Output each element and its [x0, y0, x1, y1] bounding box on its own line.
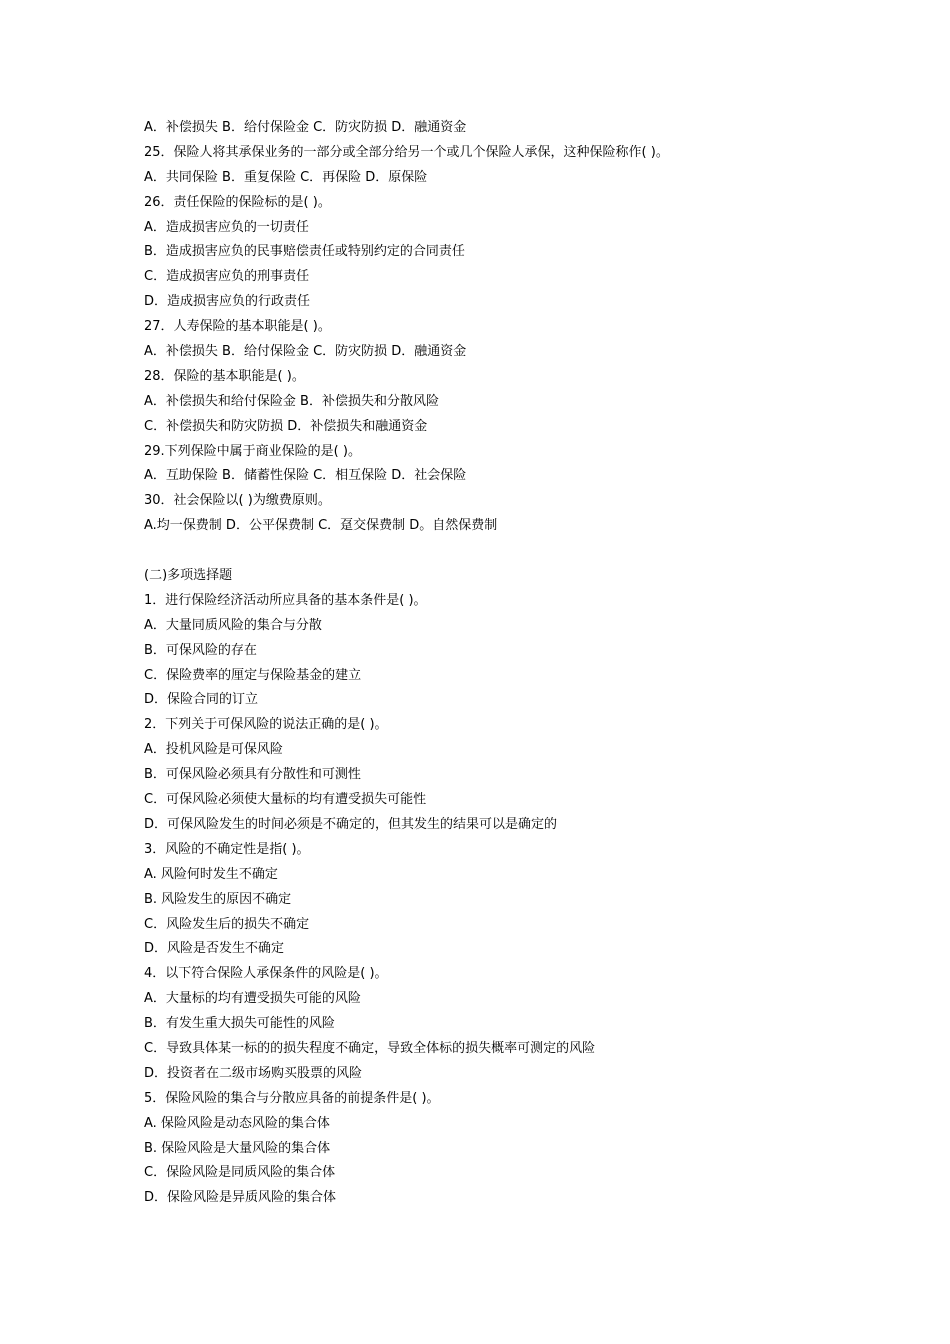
option-line: D．保险合同的订立: [144, 692, 259, 708]
multi-question-1: 1．进行保险经济活动所应具备的基本条件是( )。: [144, 592, 427, 608]
option-line: A. 风险何时发生不确定: [144, 866, 278, 882]
option-line: B. 风险发生的原因不确定: [144, 891, 292, 907]
text-line: A．补偿损失 B．给付保险金 C．防灾防损 D．融通资金: [144, 344, 467, 360]
option-line: B．有发生重大损失可能性的风险: [144, 1016, 335, 1032]
option-line: A．补偿损失和给付保险金 B．补偿损失和分散风险: [144, 393, 439, 409]
option-line: D．保险风险是异质风险的集合体: [144, 1190, 337, 1206]
option-line: A．造成损害应负的一切责任: [144, 219, 309, 235]
option-line: D．造成损害应负的行政责任: [144, 294, 311, 310]
option-line: C．补偿损失和防灾防损 D．补偿损失和融通资金: [144, 418, 428, 434]
question-27: 27．人寿保险的基本职能是( )。: [144, 319, 331, 335]
option-line: A. 保险风险是动态风险的集合体: [144, 1115, 330, 1131]
text-line: A．共同保险 B．重复保险 C．再保险 D．原保险: [144, 169, 428, 185]
option-line: B. 保险风险是大量风险的集合体: [144, 1140, 331, 1156]
multi-question-4: 4．以下符合保险人承保条件的风险是( )。: [144, 966, 388, 982]
option-line: C．可保风险必须使大量标的均有遭受损失可能性: [144, 792, 427, 808]
question-28: 28．保险的基本职能是( )。: [144, 368, 305, 384]
question-25: 25．保险人将其承保业务的一部分或全部分给另一个或几个保险人承保，这种保险称作( )。: [144, 144, 669, 160]
text-line: A.均一保费制 D．公平保费制 C．趸交保费制 D。自然保费制: [144, 518, 498, 534]
option-line: A．大量同质风险的集合与分散: [144, 617, 322, 633]
option-line: C．造成损害应负的刑事责任: [144, 269, 310, 285]
option-line: D．可保风险发生的时间必须是不确定的，但其发生的结果可以是确定的: [144, 816, 558, 832]
option-line: D．风险是否发生不确定: [144, 941, 285, 957]
option-line: A．大量标的均有遭受损失可能的风险: [144, 991, 361, 1007]
document-page: [144, 116, 904, 1211]
section-heading: (二)多项选择题: [144, 568, 233, 584]
text-line: A．互助保险 B．储蓄性保险 C．相互保险 D．社会保险: [144, 468, 467, 484]
text-line: A．补偿损失 B．给付保险金 C．防灾防损 D．融通资金: [144, 120, 467, 135]
option-line: C．风险发生后的损失不确定: [144, 916, 310, 932]
option-line: B．可保风险的存在: [144, 642, 257, 658]
multi-question-5: 5．保险风险的集合与分散应具备的前提条件是( )。: [144, 1090, 440, 1106]
option-line: A．投机风险是可保风险: [144, 742, 283, 758]
option-line: D．投资者在二级市场购买股票的风险: [144, 1065, 363, 1081]
option-line: C．导致具体某一标的的损失程度不确定，导致全体标的损失概率可测定的风险: [144, 1040, 596, 1056]
question-26: 26．责任保险的保险标的是( )。: [144, 194, 331, 210]
option-line: B．可保风险必须具有分散性和可测性: [144, 767, 361, 783]
option-line: C．保险费率的厘定与保险基金的建立: [144, 667, 362, 683]
question-29: 29.下列保险中属于商业保险的是( )。: [144, 443, 361, 459]
blank-line: [144, 539, 904, 564]
option-line: B．造成损害应负的民事赔偿责任或特别约定的合同责任: [144, 244, 465, 260]
question-30: 30．社会保险以( )为缴费原则。: [144, 493, 331, 509]
option-line: C．保险风险是同质风险的集合体: [144, 1165, 336, 1181]
multi-question-2: 2．下列关于可保风险的说法正确的是( )。: [144, 717, 388, 733]
multi-question-3: 3．风险的不确定性是指( )。: [144, 841, 310, 857]
